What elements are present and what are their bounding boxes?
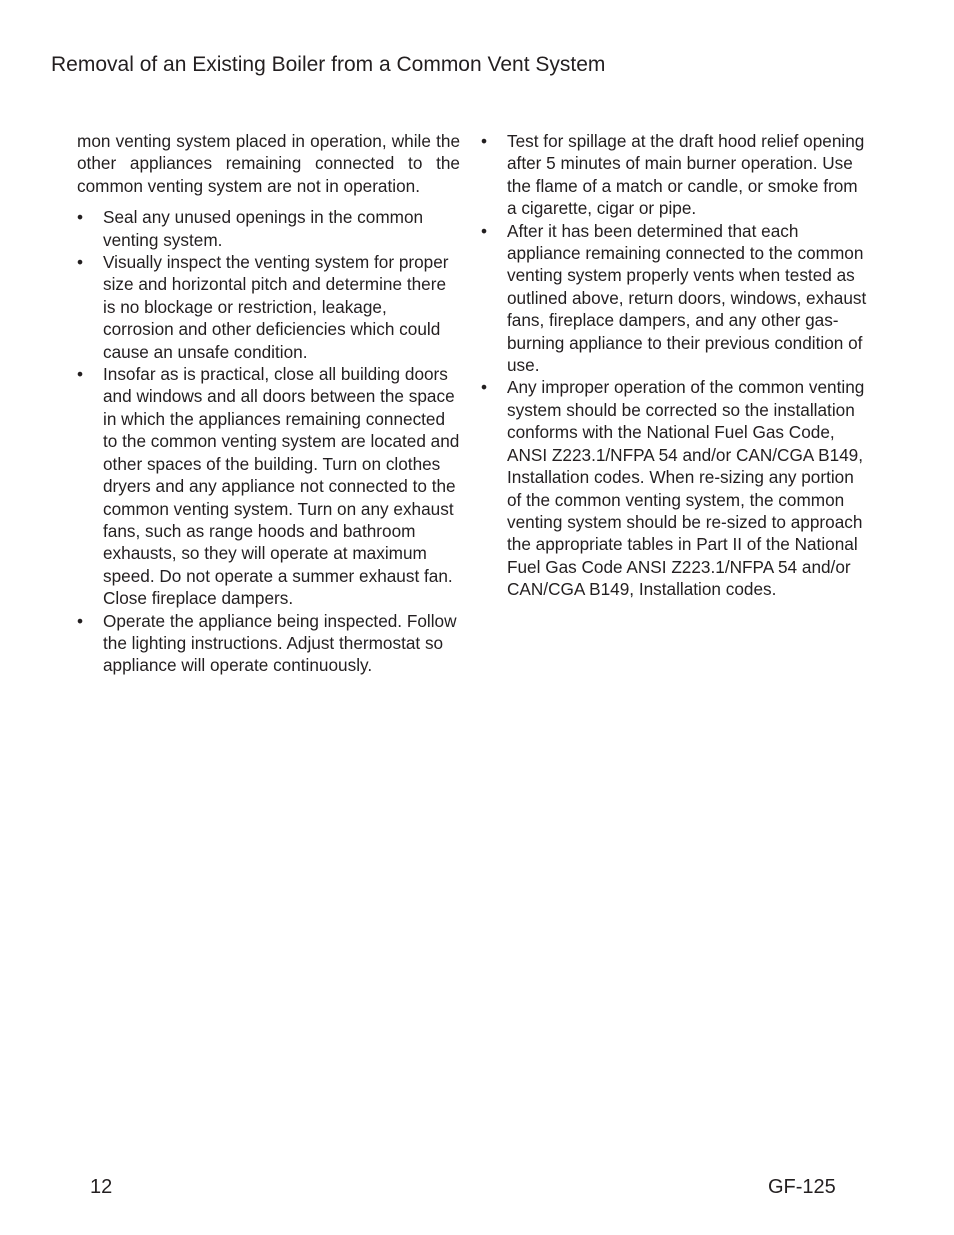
intro-paragraph: mon venting system placed in operation, while the other appliances remaining connected to the common venting system are not in operation. [77,131,460,196]
left-column [77,130,460,677]
list-item-text: Test for spillage at the draft hood relief opening after 5 minutes of main burner operation. Use the flame of a match or candle, or smoke from a cigarette, cigar or pipe. [507,131,865,219]
list-item-text: Operate the appliance being inspected. Follow the lighting instructions. Adjust thermostat so appliance will operate continuously. [103,610,457,676]
list-item [481,130,871,220]
list-item-text: Any improper operation of the common venting system should be corrected so the installation conforms with the National Fuel Gas Code, ANSI Z223.1/NFPA 54 and/or CAN/CGA B149, Installation codes. When re-sizing any portion of the common venting system, the common venting system should be re-sized to approach the appropriate tables in Part II of the National Fuel Gas Code ANSI Z223.1/NFPA 54 and/or CAN/CGA B149, Installation codes. [507,377,865,600]
bullet-icon: • [77,252,84,273]
bullet-icon: • [77,364,84,385]
bullet-icon: • [77,610,84,631]
page-number: 12 [90,1176,113,1198]
list-item-text: Visually inspect the venting system for proper size and horizontal pitch and determine there is no blockage or restriction, leakage, corrosion and other deficiencies which could cause an unsafe condition. [103,252,449,362]
model-number: GF-125 [768,1176,836,1198]
page-title: Removal of an Existing Boiler from a Common Vent System [51,53,606,76]
bullet-icon: • [481,131,488,151]
right-bullet-list [481,130,871,601]
list-item-text: Seal any unused openings in the common venting system. [103,207,424,250]
bullet-icon: • [77,207,84,228]
list-item [481,220,871,377]
left-bullet-list [77,206,460,677]
right-column [481,130,871,601]
list-item [77,206,460,251]
list-item [77,363,460,609]
list-item [481,376,871,600]
bullet-icon: • [481,220,488,241]
list-item-text: After it has been determined that each appliance remaining connected to the common venting system properly vents when tested as outlined above, return doors, windows, exhaust fans, fireplace dampers, and any other gas-burning appliance to their previous condition of use. [507,220,867,376]
list-item [77,251,460,363]
list-item [77,610,460,677]
bullet-icon: • [481,377,488,398]
list-item-text: Insofar as is practical, close all building doors and windows and all doors between the space in which the appliances remaining connected to the common venting system are located and other spaces of the building. Turn on clothes dryers and any appliance not connected to the common venting system. Turn on any exhaust fans, such as range hoods and bathroom exhausts, so they will operate at maximum speed. Do not operate a summer exhaust fan. Close fireplace dampers. [103,364,460,609]
